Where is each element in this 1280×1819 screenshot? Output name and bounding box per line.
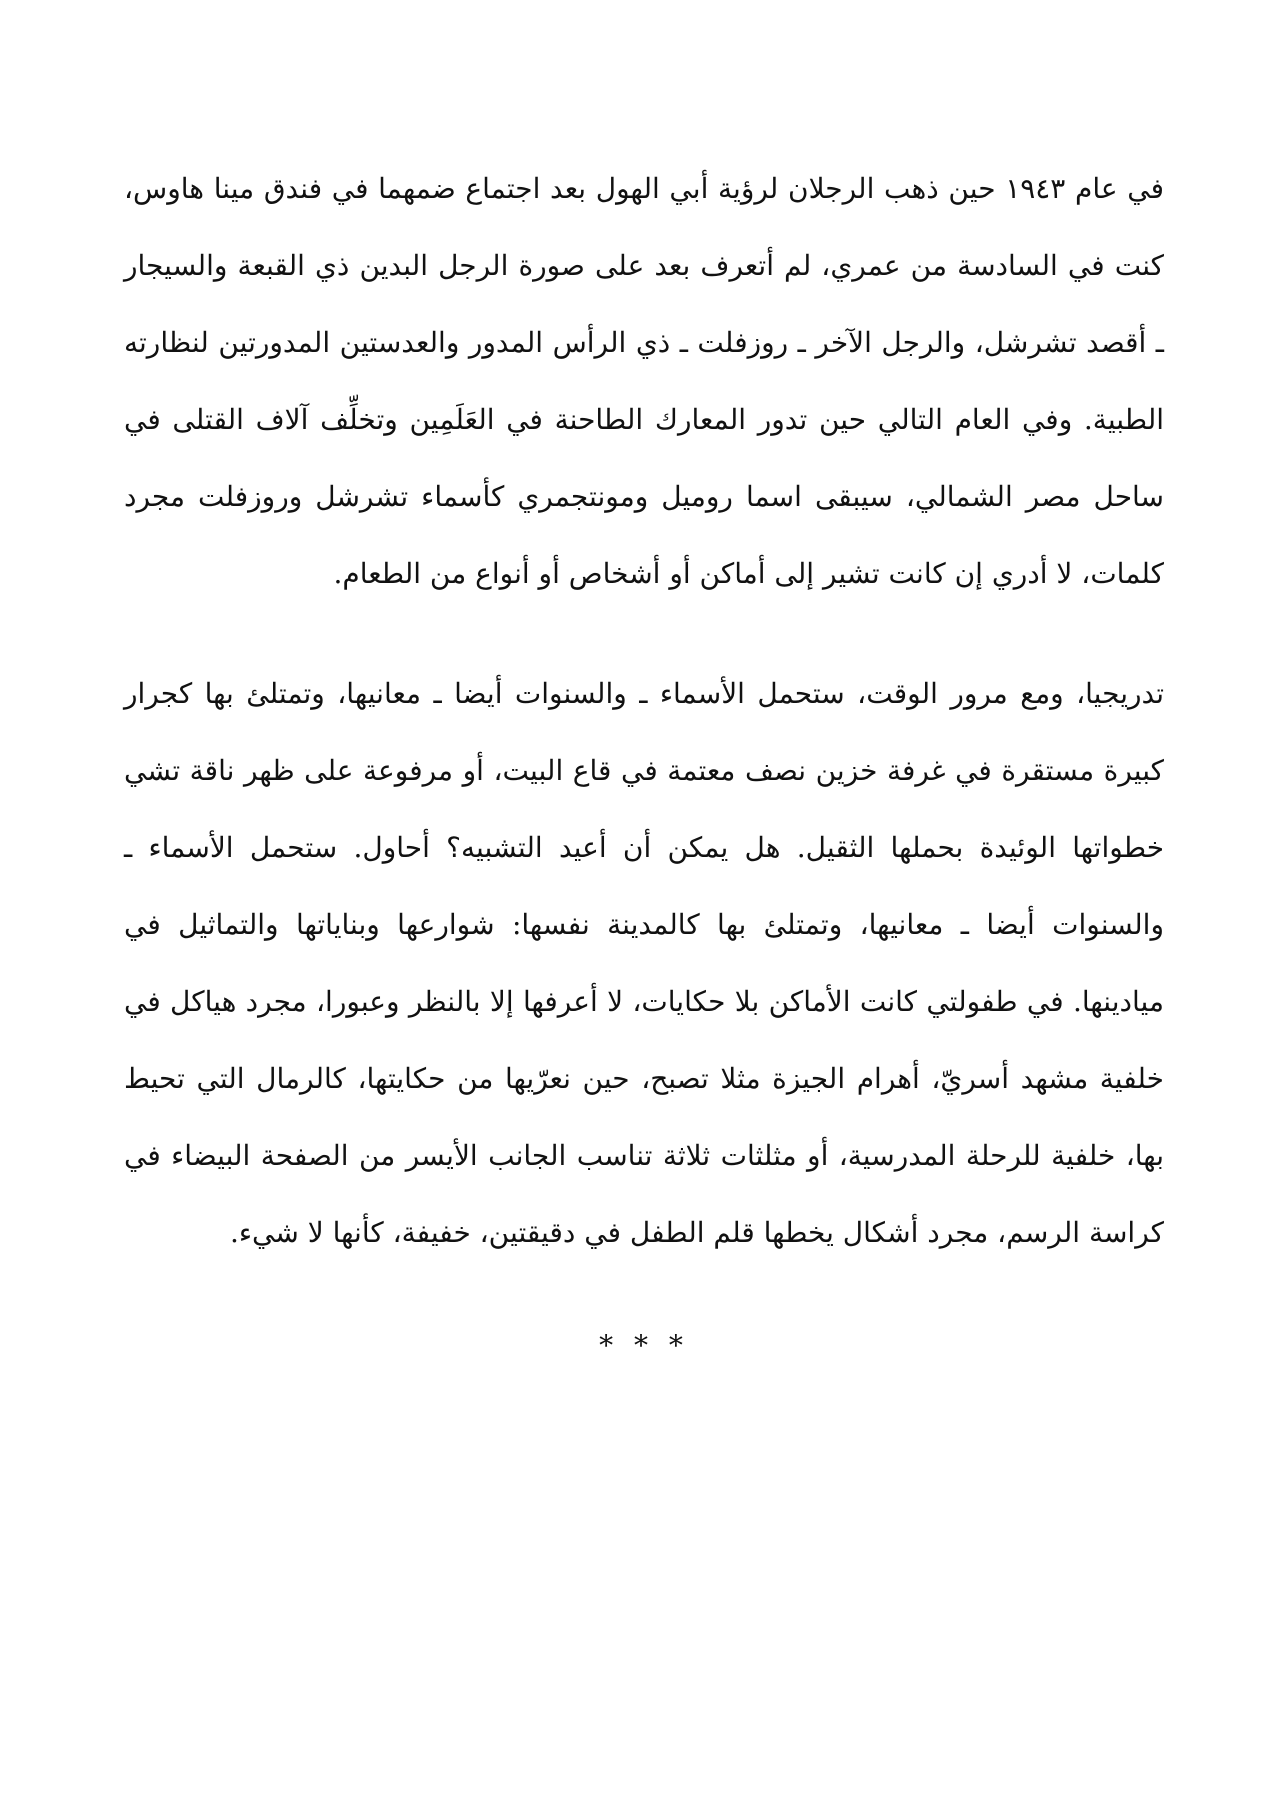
paragraph-1: في عام ١٩٤٣ حين ذهب الرجلان لرؤية أبي الهول بعد اجتماع ضمهما في فندق مينا هاوس، كنت في السادسة من عمري، لم أتعرف بعد على صورة الرجل البدين ذي القبعة والسيجار ـ أقصد تشرشل، والرجل الآخر ـ روزفلت ـ ذي الرأس المدور والعدستين المدورتين لنظارته الطبية. وفي العام التالي حين تدور المعارك الطاحنة في العَلَمِين وتخلِّف آلاف القتلى في ساحل مصر الشمالي، سيبقى اسما روميل ومونتجمري كأسماء تشرشل وروزفلت مجرد كلمات، لا أدري إن كانت تشير إلى أماكن أو أشخاص أو أنواع من الطعام.: [124, 172, 1164, 590]
section-separator: * * *: [599, 1329, 689, 1362]
paragraph-2: تدريجيا، ومع مرور الوقت، ستحمل الأسماء ـ والسنوات أيضا ـ معانيها، وتمتلئ بها كجرار كبيرة مستقرة في غرفة خزين نصف معتمة في قاع البيت، أو مرفوعة على ظهر ناقة تشي خطواتها الوئيدة بحملها الثقيل. هل يمكن أن أعيد التشبيه؟ أحاول. ستحمل الأسماء ـ والسنوات أيضا ـ معانيها، وتمتلئ بها كالمدينة نفسها: شوارعها وبناياتها والتماثيل في ميادينها. في طفولتي كانت الأماكن بلا حكايات، لا أعرفها إلا بالنظر وعبورا، مجرد هياكل في خلفية مشهد أسريّ، أهرام الجيزة مثلا تصبح، حين نعرّيها من حكايتها، كالرمال التي تحيط بها، خلفية للرحلة المدرسية، أو مثلثات ثلاثة تناسب الجانب الأيسر من الصفحة البيضاء في كراسة الرسم، مجرد أشكال يخطها قلم الطفل في دقيقتين، خفيفة، كأنها لا شيء.: [124, 677, 1164, 1249]
document-page: [124, 150, 1164, 1384]
